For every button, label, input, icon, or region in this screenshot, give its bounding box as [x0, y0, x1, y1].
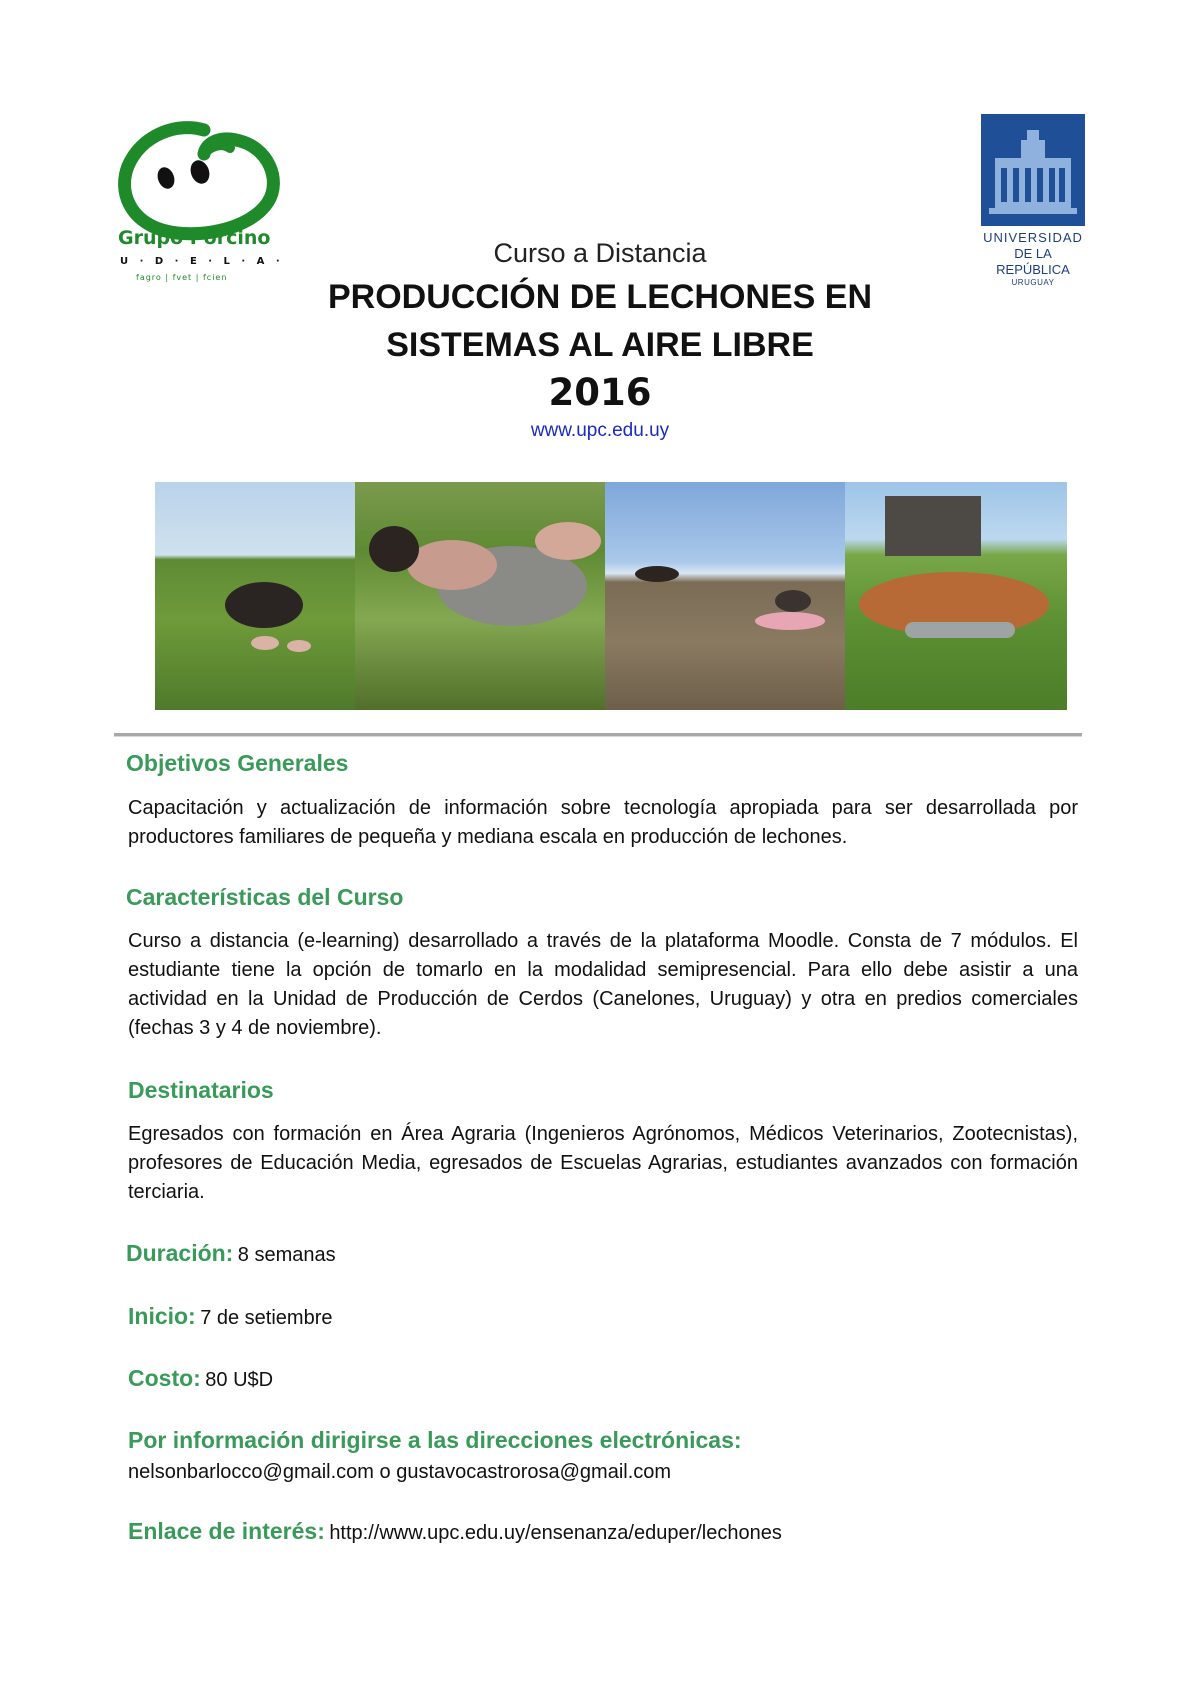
- photo-collage: [155, 482, 1067, 710]
- duracion-value: 8 semanas: [237, 1244, 336, 1266]
- udelar-line1: UNIVERSIDAD: [983, 230, 1083, 245]
- inicio-label: Inicio:: [128, 1303, 196, 1329]
- udelar-line2: DE LA REPÚBLICA: [996, 246, 1070, 277]
- udelar-building-icon: [981, 114, 1085, 226]
- photo-pigs-feeding: [845, 482, 1067, 710]
- heading-caracteristicas: Características del Curso: [126, 884, 404, 910]
- udelar-country: URUGUAY: [1011, 278, 1055, 287]
- duracion-row: [126, 1240, 336, 1267]
- heading-destinatarios: Destinatarios: [128, 1077, 274, 1103]
- inicio-row: [128, 1303, 332, 1330]
- contact-emails[interactable]: nelsonbarlocco@gmail.com o gustavocastrorosa@gmail.com: [128, 1461, 672, 1483]
- text-caracteristicas: Curso a distancia (e-learning) desarrollado a través de la plataforma Moodle. Consta de 7 módulos. El estudiante tiene la opción de tomarlo en la modalidad semipresencial. Para ello debe asistir a una actividad en la Unidad de Producción de Cerdos (Canelones, Uruguay) y otra en predios comerciales (fechas 3 y 4 de noviembre).: [128, 930, 1078, 1039]
- website-link[interactable]: www.upc.edu.uy: [530, 420, 670, 441]
- duracion-label: Duración:: [126, 1240, 234, 1266]
- title-block: [280, 238, 920, 442]
- course-year: 2016: [548, 371, 652, 414]
- text-objetivos: Capacitación y actualización de información sobre tecnología apropiada para ser desarrollada por productores familiares de pequeña y mediana escala en producción de lechones.: [128, 797, 1078, 848]
- costo-value: 80 U$D: [205, 1369, 274, 1391]
- enlace-label: Enlace de interés:: [128, 1518, 325, 1544]
- section-divider: [114, 733, 1082, 736]
- enlace-row: [128, 1518, 782, 1545]
- course-subtitle: Curso a Distancia: [493, 238, 707, 268]
- text-destinatarios: Egresados con formación en Área Agraria (Ingenieros Agrónomos, Médicos Veterinarios, Zootecnistas), profesores de Educación Media, egresados de Escuelas Agrarias, estudiantes avanzados con formación terciaria.: [128, 1123, 1078, 1203]
- pig-snout-icon: [118, 118, 286, 286]
- udelar-logo: [977, 114, 1089, 287]
- course-title-line2: SISTEMAS AL AIRE LIBRE: [386, 326, 814, 364]
- heading-objetivos: Objetivos Generales: [126, 750, 349, 776]
- course-title-line1: PRODUCCIÓN DE LECHONES EN: [327, 278, 873, 316]
- heading-contacto: Por información dirigirse a las direcciones electrónicas:: [128, 1427, 742, 1453]
- photo-piglets-group: [355, 482, 605, 710]
- costo-row: [128, 1365, 273, 1392]
- photo-pasture-sow: [155, 482, 355, 710]
- photo-dirt-field: [605, 482, 845, 710]
- costo-label: Costo:: [128, 1365, 201, 1391]
- logo-sub: U · D · E · L · A · R: [120, 256, 286, 267]
- inicio-value: 7 de setiembre: [200, 1307, 333, 1329]
- logo-name: Grupo Porcino: [118, 227, 271, 249]
- grupo-porcino-logo: [118, 118, 286, 286]
- logo-faculties: fagro | fvet | fcien: [136, 273, 228, 282]
- enlace-link[interactable]: http://www.upc.edu.uy/ensenanza/eduper/lechones: [329, 1522, 782, 1544]
